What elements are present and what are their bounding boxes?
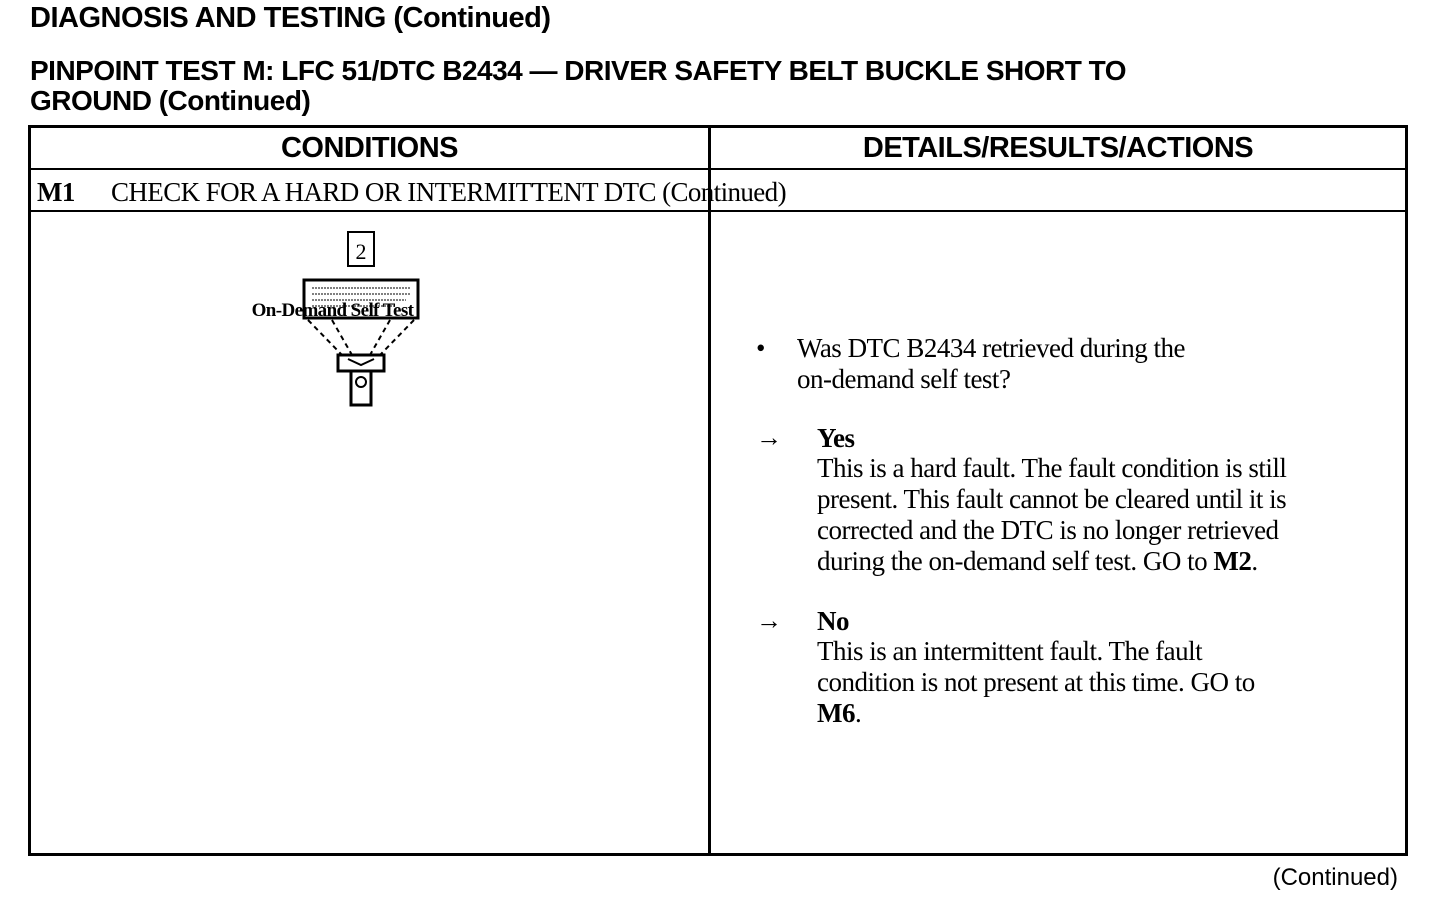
no-action [817, 636, 1377, 729]
no-arrow-icon: → [756, 606, 782, 635]
illustration-caption: On-Demand Self Test [251, 300, 414, 321]
connector-plug-icon [338, 355, 384, 405]
goto-step-m2: M2 [1213, 546, 1252, 576]
step-id: M1 [37, 176, 75, 207]
continued-footer: (Continued) [1272, 864, 1398, 891]
details-column-header: DETAILS/RESULTS/ACTIONS [862, 132, 1254, 164]
pinpoint-test-title-continued: GROUND (Continued) [30, 85, 311, 116]
yes-action-line: corrected and the DTC is no longer retrieved [817, 515, 1279, 545]
step-title: CHECK FOR A HARD OR INTERMITTENT DTC (Continued) [111, 176, 786, 207]
yes-action-line: present. This fault cannot be cleared until it is [817, 484, 1287, 514]
yes-action-line: This is a hard fault. The fault condition is still [817, 453, 1287, 483]
yes-arrow-icon: → [756, 423, 782, 452]
dashed-connection-lines [308, 320, 414, 355]
page-title: DIAGNOSIS AND TESTING (Continued) [30, 2, 551, 34]
test-question-line: on-demand self test? [797, 364, 1011, 394]
conditions-column-header: CONDITIONS [280, 132, 459, 164]
test-question-line: Was DTC B2434 retrieved during the [797, 333, 1185, 363]
goto-step-m6: M6 [817, 698, 855, 728]
no-label: No [817, 606, 849, 636]
step-number-box [348, 232, 374, 266]
yes-label: Yes [817, 423, 855, 453]
column-divider-top [708, 128, 711, 853]
pinpoint-test-title: PINPOINT TEST M: LFC 51/DTC B2434 — DRIVER SAFETY BELT BUCKLE SHORT TO [30, 55, 1127, 86]
yes-action [817, 453, 1377, 577]
step-number: 2 [355, 239, 367, 264]
bullet-icon: • [756, 333, 765, 363]
no-action-period: . [854, 698, 862, 728]
no-action-line: This is an intermittent fault. The fault [817, 636, 1203, 666]
yes-action-text: during the on-demand self test. GO to [817, 546, 1214, 576]
yes-action-period: . [1251, 546, 1258, 576]
test-question [797, 333, 1317, 395]
step-row-area [300, 169, 1400, 207]
no-action-line [817, 698, 1377, 729]
no-action-line: condition is not present at this time. GO to [817, 667, 1255, 697]
yes-action-line [817, 546, 1377, 577]
